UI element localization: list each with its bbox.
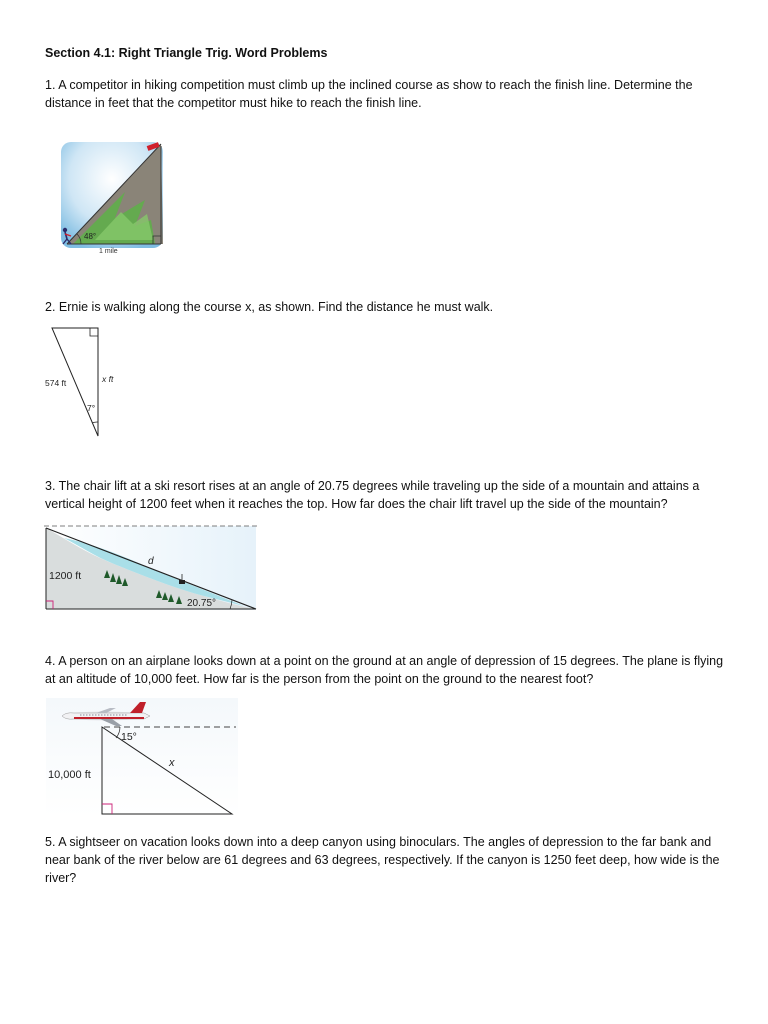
problem-4-hyp-label: x — [169, 757, 175, 769]
problem-1-base-label: 1 mile — [99, 248, 118, 255]
problem-5-text: 5. A sightseer on vacation looks down into a deep canyon using binoculars. The angles of depression to the far bank and near bank of the river below are 61 degrees and 63 degrees, respectively. If the canyon is 1250 feet deep, how wide is the river? — [45, 835, 720, 885]
section-title: Section 4.1: Right Triangle Trig. Word Problems — [45, 46, 328, 60]
problem-4-altitude-label: 10,000 ft — [48, 769, 91, 781]
problem-1-text: 1. A competitor in hiking competition must climb up the inclined course as show to reach the finish line. Determine the distance in feet that the competitor must hike to reach the finish line. — [45, 78, 693, 110]
problem-2-text: 2. Ernie is walking along the course x, as shown. Find the distance he must walk. — [45, 300, 494, 314]
problem-2-angle-label: 7° — [87, 403, 96, 413]
problem-2-side-label: 574 ft — [45, 378, 67, 388]
problem-2-figure — [44, 325, 124, 440]
problem-4-angle-label: 15° — [121, 731, 137, 743]
problem-4-figure — [44, 698, 240, 818]
problem-3-angle-label: 20.75° — [187, 598, 217, 609]
problem-1-angle-label: 48° — [84, 232, 97, 241]
problem-3-text: 3. The chair lift at a ski resort rises at an angle of 20.75 degrees while traveling up the side of a mountain and attains a vertical height of 1200 feet when it reaches the top. How far does the chair lift travel up the side of the mountain? — [45, 479, 700, 511]
problem-2-hyp-label: x ft — [102, 374, 114, 384]
problem-1-figure — [55, 140, 167, 256]
problem-3-hyp-label: d — [148, 556, 154, 567]
problem-3-figure — [44, 522, 260, 614]
problem-4-text: 4. A person on an airplane looks down at a point on the ground at an angle of depression of 15 degrees. The plane is flying at an altitude of 10,000 feet. How far is the person from the point on the ground to the nearest foot? — [45, 654, 724, 686]
problem-3-height-label: 1200 ft — [49, 570, 82, 582]
